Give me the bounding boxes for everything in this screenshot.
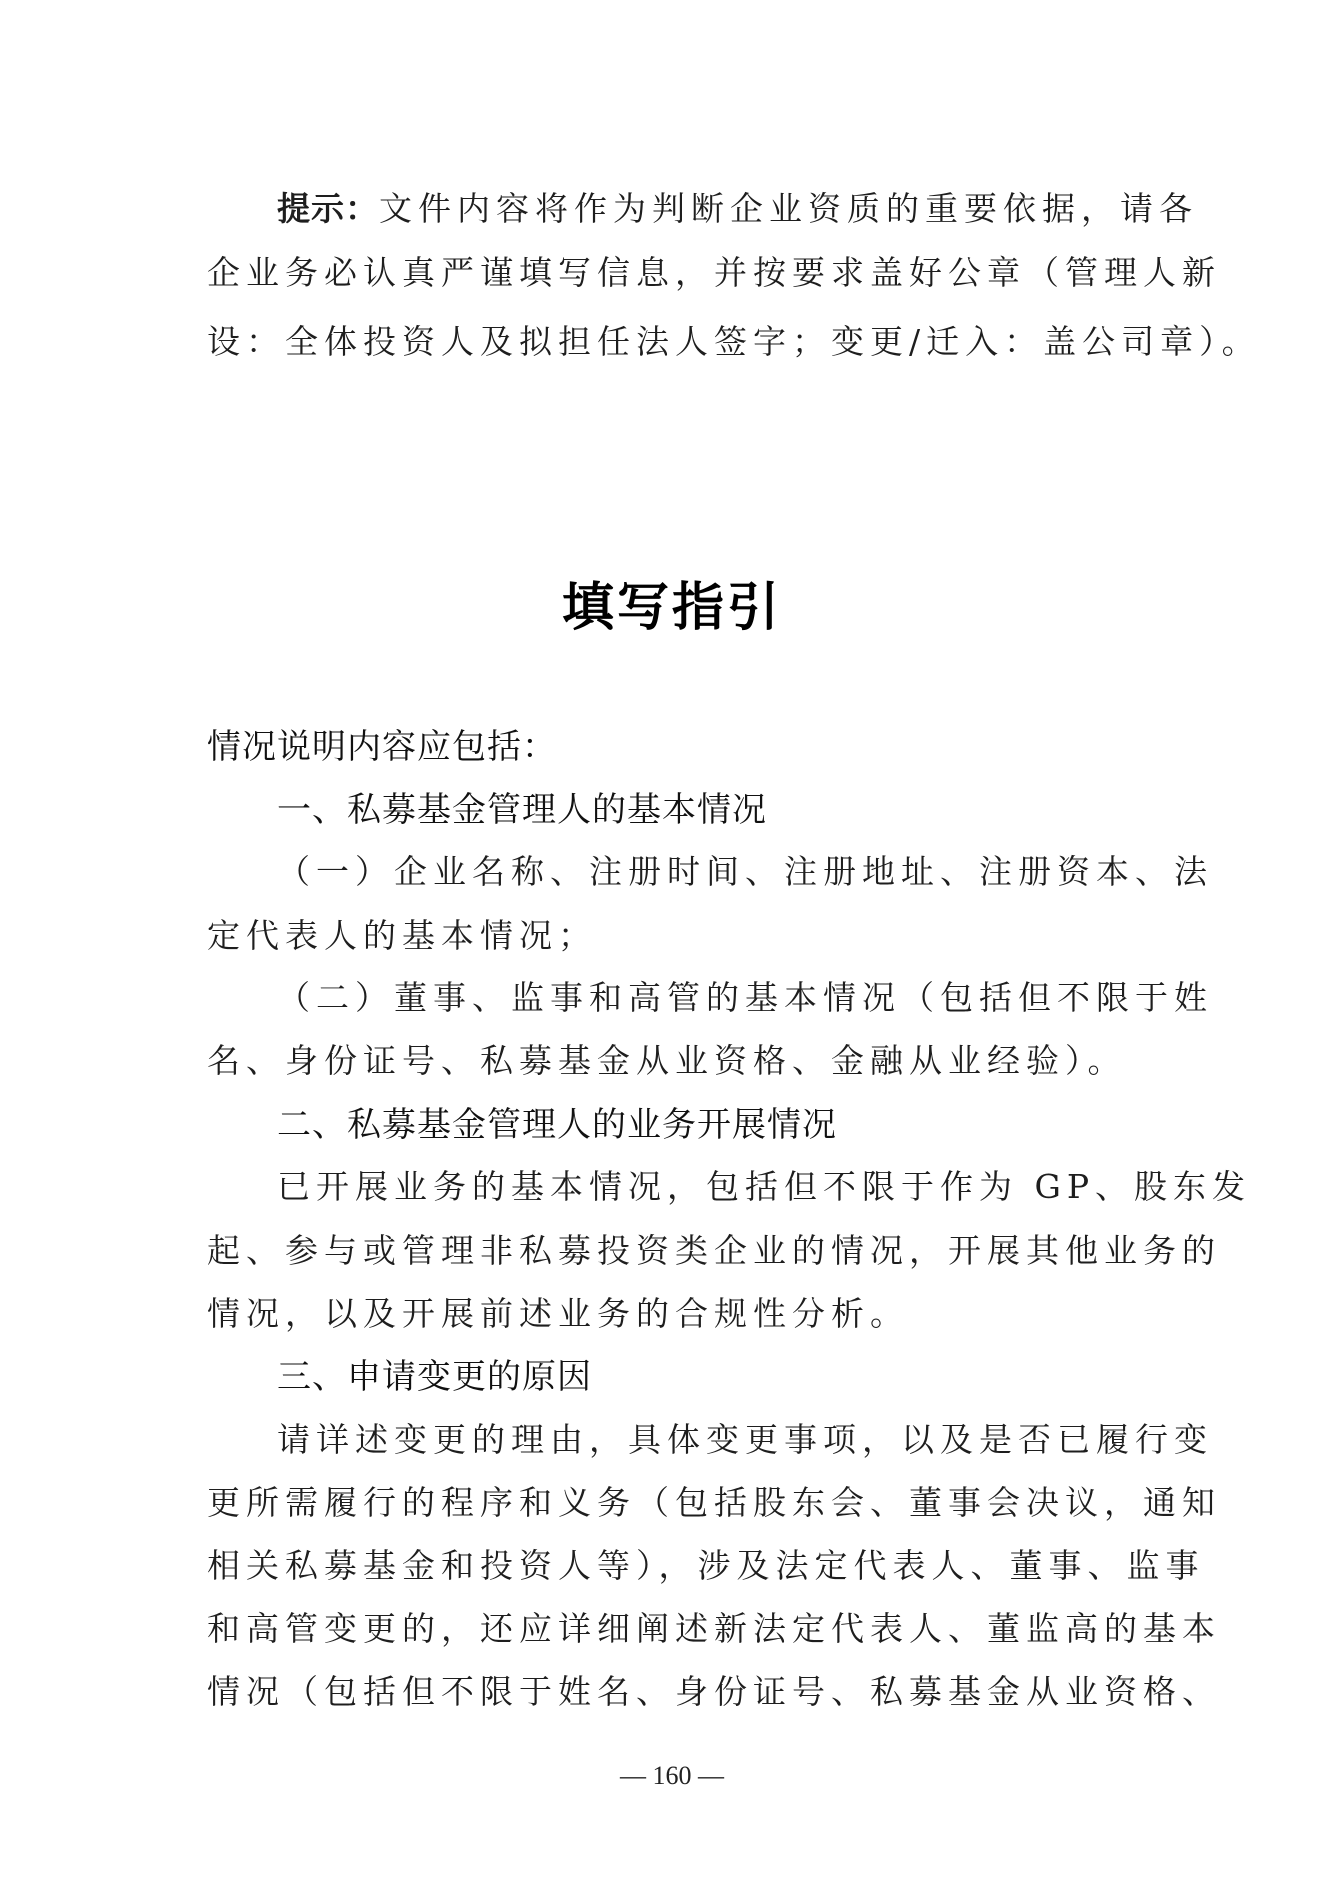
section-2-line-1: 已开展业务的基本情况，包括但不限于作为 GP、股东发	[277, 1167, 1252, 1206]
section-1-heading: 一、私募基金管理人的基本情况	[277, 790, 767, 830]
section-3-line-2: 更所需履行的程序和义务（包括股东会、董事会决议，通知	[207, 1483, 1221, 1522]
intro-text: 情况说明内容应包括：	[207, 727, 557, 767]
section-2-line-3: 情况，以及开展前述业务的合规性分析。	[207, 1294, 909, 1333]
section-1-item-1-line-2: 定代表人的基本情况；	[207, 916, 597, 955]
tip-text-1: 文件内容将作为判断企业资质的重要依据，请各	[379, 189, 1198, 228]
section-1-item-2-line-1: （二）董事、监事和高管的基本情况（包括但不限于姓	[277, 978, 1213, 1017]
section-3-line-3: 相关私募基金和投资人等），涉及法定代表人、董事、监事	[207, 1546, 1205, 1585]
tip-line-1	[277, 189, 1198, 229]
section-3-heading: 三、申请变更的原因	[277, 1357, 592, 1397]
page-number: — 160 —	[620, 1761, 724, 1790]
tip-line-3: 设：全体投资人及拟担任法人签字；变更/迁入：盖公司章）。	[207, 322, 1261, 361]
tip-line-2: 企业务必认真严谨填写信息，并按要求盖好公章（管理人新	[207, 253, 1221, 292]
section-3-line-5: 情况（包括但不限于姓名、身份证号、私募基金从业资格、	[207, 1672, 1221, 1711]
section-2-line-2: 起、参与或管理非私募投资类企业的情况，开展其他业务的	[207, 1231, 1221, 1270]
section-2-heading: 二、私募基金管理人的业务开展情况	[277, 1105, 837, 1145]
tip-label: 提示：	[277, 189, 379, 228]
section-3-line-4: 和高管变更的，还应详细阐述新法定代表人、董监高的基本	[207, 1609, 1221, 1648]
section-1-item-2-line-2: 名、身份证号、私募基金从业资格、金融从业经验）。	[207, 1041, 1127, 1080]
page-title: 填写指引	[561, 577, 782, 638]
section-1-item-1-line-1: （一）企业名称、注册时间、注册地址、注册资本、法	[277, 852, 1213, 891]
section-3-line-1: 请详述变更的理由，具体变更事项，以及是否已履行变	[277, 1420, 1213, 1459]
